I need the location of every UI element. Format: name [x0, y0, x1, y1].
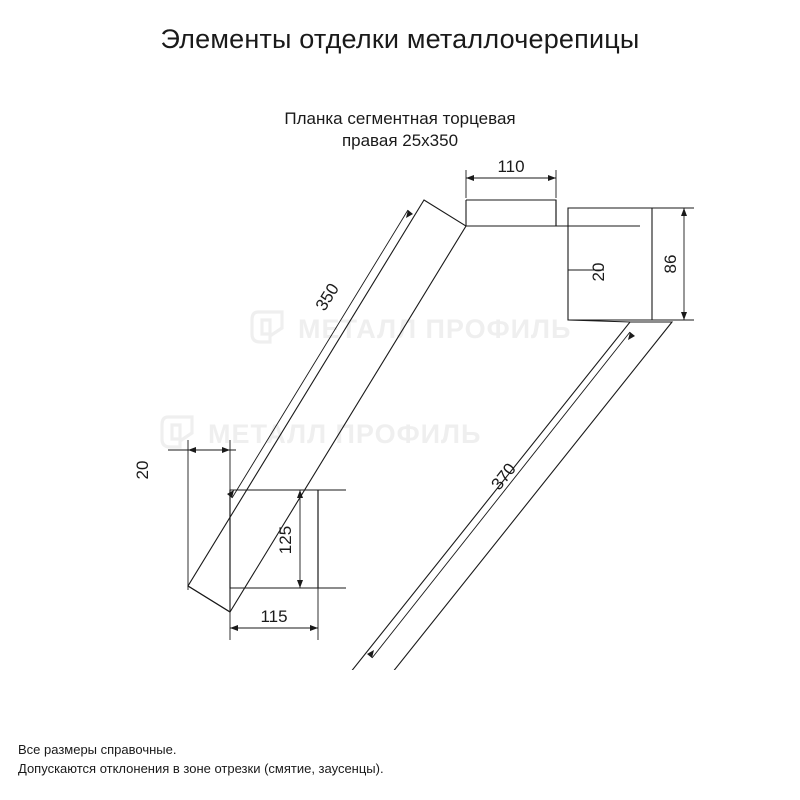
- dimension-350: [227, 210, 413, 498]
- technical-drawing: [0, 150, 800, 670]
- dimension-125: [297, 490, 303, 588]
- footnote-line-2: Допускаются отклонения в зоне отрезки (смятие, заусенцы).: [18, 761, 384, 776]
- dimension-20-left-label: 20: [133, 460, 152, 480]
- dimension-86-label: 86: [661, 254, 680, 274]
- dimension-370-label: 370: [487, 459, 520, 494]
- dimension-20-right-label: 20: [589, 262, 608, 282]
- product-subtitle: [0, 108, 800, 152]
- dimension-350-label: 350: [311, 280, 343, 315]
- footnotes: [18, 740, 384, 778]
- footnote-line-1: Все размеры справочные.: [18, 742, 177, 757]
- dimension-20-left: [168, 440, 236, 590]
- dimension-110-label: 110: [497, 157, 525, 176]
- product-subtitle-line2: правая 25x350: [341, 131, 459, 150]
- product-subtitle-line1: Планка сегментная торцевая: [284, 109, 516, 128]
- watermark-text: МЕТАЛЛ ПРОФИЛЬ: [298, 314, 572, 344]
- dimension-370: [367, 332, 635, 658]
- drawing-canvas: [0, 150, 800, 670]
- watermark-upper: [252, 312, 571, 344]
- dimension-125-label: 125: [276, 525, 295, 555]
- page-title: Элементы отделки металлочерепицы: [160, 24, 640, 54]
- watermark-text-2: МЕТАЛЛ ПРОФИЛЬ: [208, 419, 482, 449]
- dimension-115-label: 115: [260, 607, 288, 626]
- watermark-lower: [162, 417, 481, 449]
